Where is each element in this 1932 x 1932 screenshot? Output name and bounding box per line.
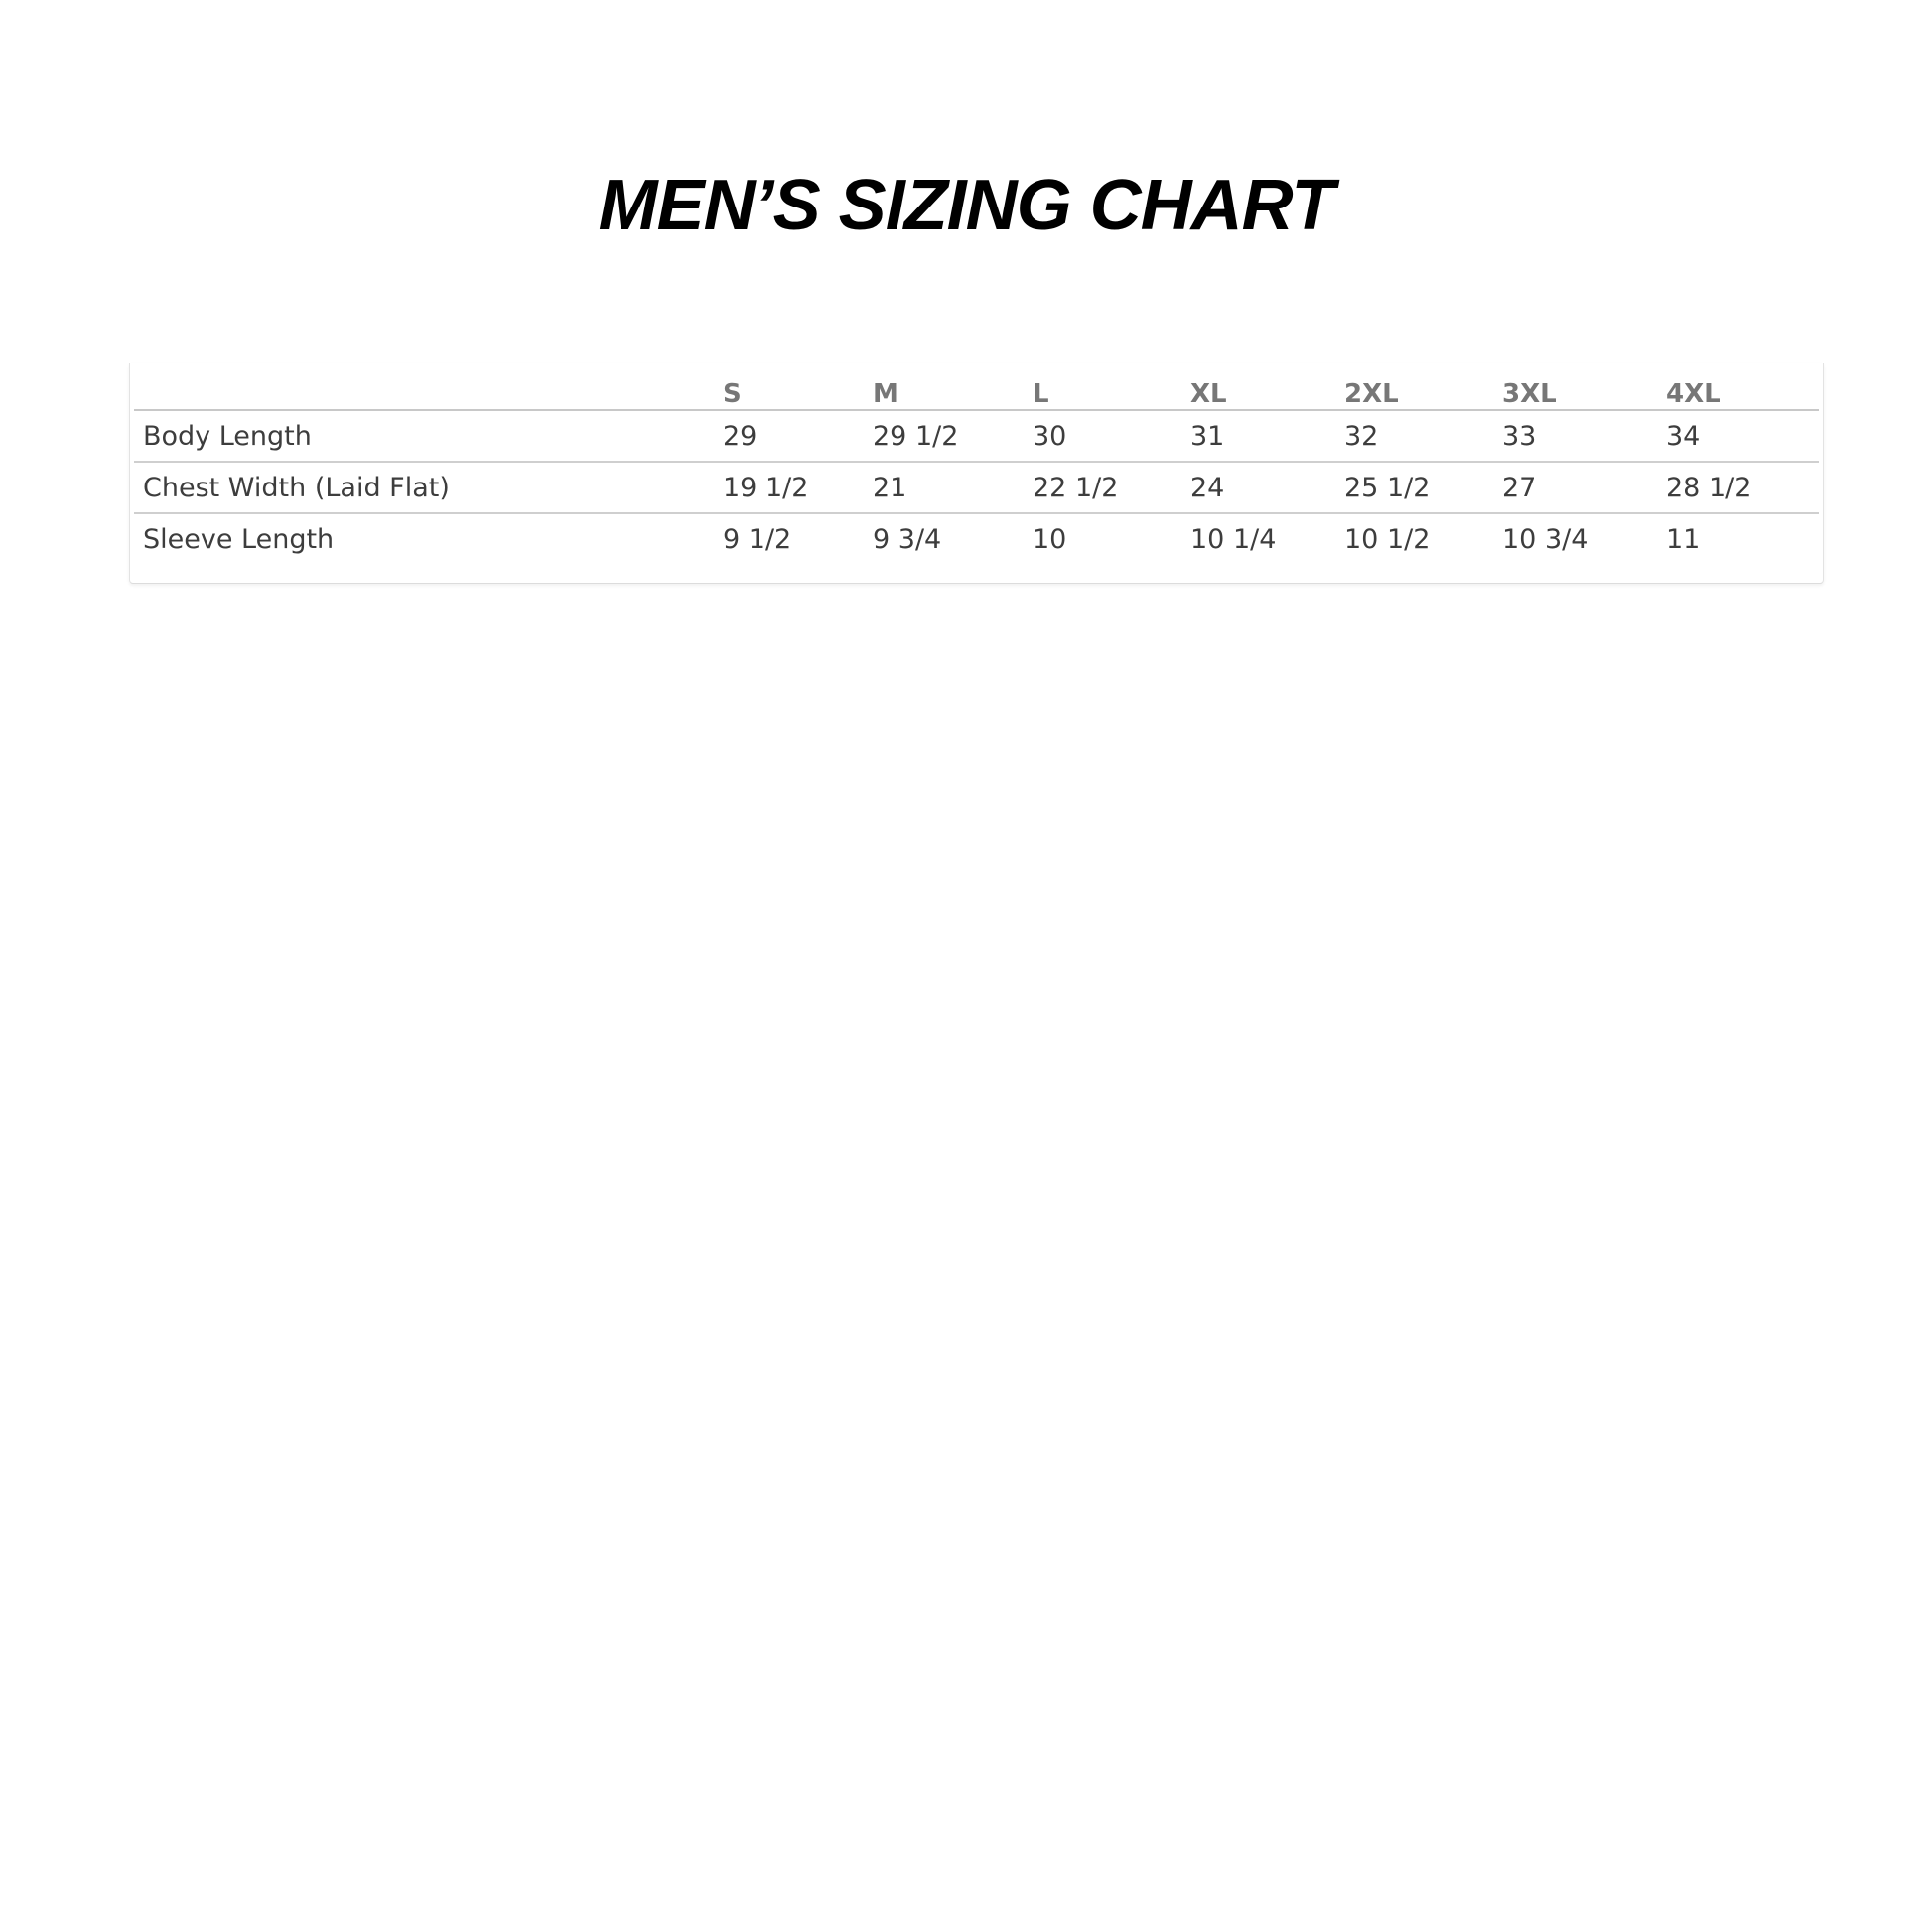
table-cell: 10 3/4 xyxy=(1502,523,1588,555)
table-row xyxy=(134,410,1819,462)
table-cell: 34 xyxy=(1666,410,1819,462)
table-cell: 19 1/2 xyxy=(723,462,873,513)
row-label-body-length: Body Length xyxy=(134,410,723,462)
sizing-table xyxy=(134,367,1819,564)
header-cell-s: S xyxy=(723,367,873,410)
row-label-sleeve-length: Sleeve Length xyxy=(143,523,335,555)
header-cell-4xl: 4XL xyxy=(1666,367,1819,410)
table-cell: 28 1/2 xyxy=(1666,462,1819,513)
table-cell: 21 xyxy=(873,462,1033,513)
table-cell: 22 1/2 xyxy=(1033,462,1190,513)
table-cell: 10 1/2 xyxy=(1344,523,1431,555)
table-cell: 33 xyxy=(1502,410,1666,462)
table-cell: 10 xyxy=(1033,523,1067,555)
header-cell-2xl: 2XL xyxy=(1344,367,1502,410)
table-row xyxy=(134,513,1819,564)
table-cell: 11 xyxy=(1666,523,1701,555)
table-cell: 29 xyxy=(723,410,873,462)
header-cell-l: L xyxy=(1033,367,1190,410)
table-cell: 27 xyxy=(1502,462,1666,513)
page-title: MEN’S SIZING CHART xyxy=(598,166,1334,245)
table-header-row xyxy=(134,367,1819,410)
table-cell: 24 xyxy=(1190,462,1344,513)
table-cell: 32 xyxy=(1344,410,1502,462)
header-cell-xl: XL xyxy=(1190,367,1344,410)
table-cell: 10 1/4 xyxy=(1190,523,1277,555)
row-label-chest-width: Chest Width (Laid Flat) xyxy=(134,462,723,513)
table-cell: 29 1/2 xyxy=(873,410,1033,462)
sizing-table-card xyxy=(129,363,1824,584)
header-cell-empty xyxy=(134,367,723,410)
table-cell: 9 1/2 xyxy=(723,523,792,555)
table-cell: 30 xyxy=(1033,410,1190,462)
table-row xyxy=(134,462,1819,513)
table-cell: 25 1/2 xyxy=(1344,462,1502,513)
table-cell: 9 3/4 xyxy=(873,523,942,555)
header-cell-m: M xyxy=(873,367,1033,410)
table-cell: 31 xyxy=(1190,410,1344,462)
header-cell-3xl: 3XL xyxy=(1502,367,1666,410)
